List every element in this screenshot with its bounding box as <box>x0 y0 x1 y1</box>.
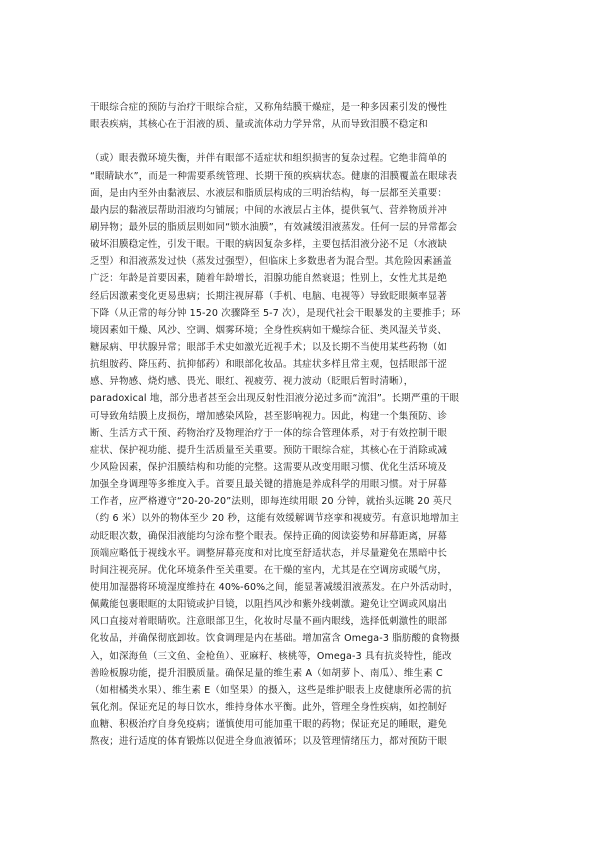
text-line: 下降（从正常的每分钟 15-20 次骤降至 5-7 次），是现代社会干眼暴发的主要推手；环 <box>90 307 461 319</box>
text-line <box>90 133 510 150</box>
text-line: 断、生活方式干预、药物治疗及物理治疗于一体的综合管理体系，对于有效控制干眼 <box>90 427 448 439</box>
text-line: paradoxical 地，部分患者甚至会出现反射性泪液分泌过多而“流泪”。长期严重的干眼 <box>90 393 460 405</box>
text-line: 糖尿病、甲状腺异常；眼部手术史如激光近视手术；以及长期不当使用某些药物（如 <box>90 341 448 353</box>
text-line: 感、异物感、烧灼感、畏光、眼红、视疲劳、视力波动（眨眼后暂时清晰）， <box>90 376 414 388</box>
text-line: “眼睛缺水”，而是一种需要系统管理、长期干预的疾病状态。健康的泪膜覆盖在眼球表 <box>90 170 458 182</box>
text-line: 症状、保护视功能、提升生活质量至关重要。预防干眼综合症，其核心在于消除或减 <box>90 444 448 456</box>
text-line: 氧化剂。保证充足的每日饮水，维持身体水平衡。此外，管理全身性疾病，如控制好 <box>90 701 448 713</box>
text-line: 入，如深海鱼（三文鱼、金枪鱼）、亚麻籽、核桃等，Omega-3 具有抗炎特性，能改 <box>90 650 452 662</box>
text-line: 面，是由内至外由黏液层、水液层和脂质层构成的三明治结构，每一层都至关重要： <box>90 187 448 199</box>
text-line: 风口直接对着眼睛吹。注意眼部卫生，化妆时尽量不画内眼线，选择低刺激性的眼部 <box>90 616 448 628</box>
text-line: 广泛：年龄是首要因素，随着年龄增长，泪腺功能自然衰退；性别上，女性尤其是绝 <box>90 273 448 285</box>
text-line: 化妆品，并确保彻底卸妆。饮食调理是内在基础。增加富含 Omega-3 脂肪酸的食物摄 <box>90 633 460 645</box>
text-line: 乏型）和泪液蒸发过快（蒸发过强型），但临床上多数患者为混合型。其危险因素涵盖 <box>90 256 452 268</box>
text-line: 时间注视亮屏。优化环境条件至关重要。在干燥的室内，尤其是在空调房或暖气房， <box>90 564 448 576</box>
text-line: 经后因激素变化更易患病；长期注视屏幕（手机、电脑、电视等）导致眨眼频率显著 <box>90 290 448 302</box>
text-line: 顶端应略低于视线水平。调整屏幕亮度和对比度至舒适状态，并尽量避免在黑暗中长 <box>90 547 448 559</box>
text-line: （或）眼表微环境失衡，并伴有眼部不适症状和组织损害的复杂过程。它绝非简单的 <box>90 153 448 165</box>
text-line: 佩戴能包裹眼眶的太阳镜或护目镜，以阻挡风沙和紫外线刺激。避免让空调或风扇出 <box>90 599 448 611</box>
text-line: 破坏泪膜稳定性，引发干眼。干眼的病因复杂多样，主要包括泪液分泌不足（水液缺 <box>90 239 448 251</box>
text-line: 熬夜；进行适度的体育锻炼以促进全身血液循环；以及管理情绪压力，都对预防干眼 <box>90 736 448 748</box>
text-line: 眼表疾病，其核心在于泪液的质、量或流体动力学异常，从而导致泪膜不稳定和 <box>90 119 428 131</box>
text-line: 最内层的黏液层帮助泪液均匀铺展；中间的水液层占主体，提供氧气、营养物质并冲 <box>90 204 448 216</box>
text-line: （约 6 米）以外的物体至少 20 秒，这能有效缓解调节痉挛和视疲劳。有意识地增加主 <box>90 513 460 525</box>
text-line: 可导致角结膜上皮损伤，增加感染风险，甚至影响视力。因此，构建一个集预防、诊 <box>90 410 448 422</box>
text-line: 少风险因素，保护泪膜结构和功能的完整。这需要从改变用眼习惯、优化生活环境及 <box>90 461 448 473</box>
text-line: 境因素如干燥、风沙、空调、烟雾环境；全身性疾病如干燥综合征、类风湿关节炎、 <box>90 324 448 336</box>
text-line: 使用加湿器将环境湿度维持在 40%-60%之间，能显著减缓泪液蒸发。在户外活动时， <box>90 581 459 593</box>
text-line: （如柑橘类水果）、维生素 E（如坚果）的摄入，这些是维护眼表上皮健康所必需的抗 <box>90 684 452 696</box>
text-line: 抗组胺药、降压药、抗抑郁药）和眼部化妆品。其症状多样且常主观，包括眼部干涩 <box>90 359 448 371</box>
text-line: 刷异物；最外层的脂质层则如同“锁水油膜”，有效减缓泪液蒸发。任何一层的异常都会 <box>90 221 458 233</box>
text-line: 干眼综合症的预防与治疗干眼综合症，又称角结膜干燥症，是一种多因素引发的慢性 <box>90 102 448 113</box>
text-line: 善睑板腺功能，提升泪膜质量。确保足量的维生素 A（如胡萝卜、南瓜）、维生素 C <box>90 667 443 679</box>
text-line: 血糖、积极治疗自身免疫病；谨慎使用可能加重干眼的药物；保证充足的睡眠，避免 <box>90 719 448 731</box>
text-line: 工作者，应严格遵守“20-20-20”法则，即每连续用眼 20 分钟，就抬头远眺 20 英尺 <box>90 496 453 508</box>
text-line: 动眨眼次数，确保泪液能均匀涂布整个眼表。保持正确的阅读姿势和屏幕距离，屏幕 <box>90 530 448 542</box>
text-line: 加强全身调理等多维度入手。首要且最关键的措施是养成科学的用眼习惯。对于屏幕 <box>90 479 448 491</box>
body-text <box>90 99 510 750</box>
